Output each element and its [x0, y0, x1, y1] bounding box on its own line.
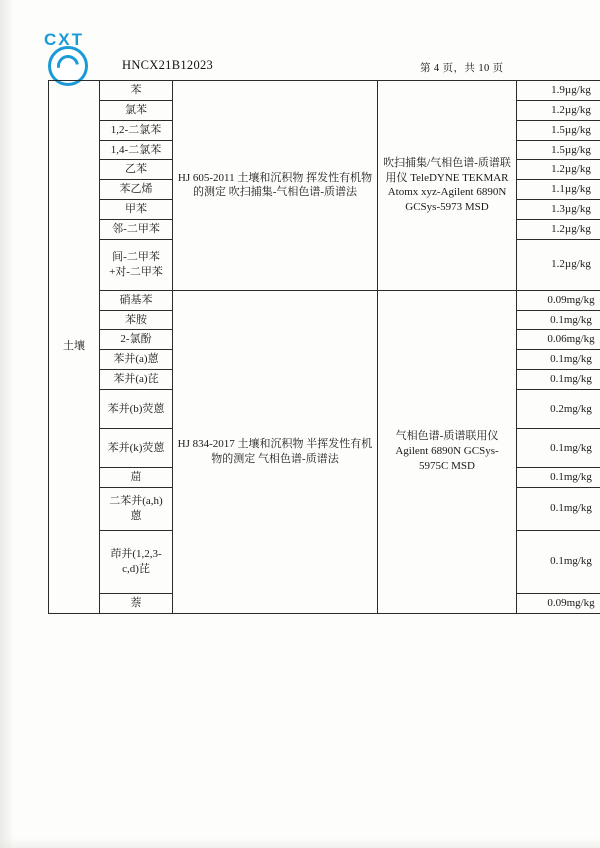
- logo-text: CXT: [44, 30, 84, 49]
- cell-detection-limit: 0.1mg/kg: [517, 487, 600, 530]
- cell-detection-limit: 0.06mg/kg: [517, 330, 600, 350]
- cell-detection-limit: 1.2µg/kg: [517, 160, 600, 180]
- table-row: [49, 290, 600, 310]
- cell-item: 二苯并(a,h)蒽: [100, 487, 173, 530]
- cell-detection-limit: 1.2µg/kg: [517, 239, 600, 290]
- cell-item: 苯并(b)荧蒽: [100, 389, 173, 428]
- cell-instrument: 气相色谱-质谱联用仪 Agilent 6890N GCSys-5975C MSD: [378, 290, 517, 613]
- cell-detection-limit: 0.1mg/kg: [517, 428, 600, 467]
- cell-sample-type: 土壤: [49, 81, 100, 614]
- cell-item: 苯胺: [100, 310, 173, 330]
- report-number: HNCX21B12023: [122, 58, 214, 72]
- cell-item: 乙苯: [100, 160, 173, 180]
- cell-detection-limit: 1.2µg/kg: [517, 100, 600, 120]
- cell-detection-limit: 1.9µg/kg: [517, 81, 600, 101]
- cell-method: HJ 605-2011 土壤和沉积物 挥发性有机物的测定 吹扫捕集-气相色谱-质谱法: [173, 81, 378, 291]
- cell-detection-limit: 1.5µg/kg: [517, 140, 600, 160]
- cell-item: 1,2-二氯苯: [100, 120, 173, 140]
- cell-method: HJ 834-2017 土壤和沉积物 半挥发性有机物的测定 气相色谱-质谱法: [173, 290, 378, 613]
- cell-instrument: 吹扫捕集/气相色谱-质谱联用仪 TeleDYNE TEKMAR Atomx xyz-Agilent 6890N GCSys-5973 MSD: [378, 81, 517, 291]
- cell-detection-limit: 0.1mg/kg: [517, 370, 600, 390]
- cell-detection-limit: 0.09mg/kg: [517, 593, 600, 613]
- cell-item: 氯苯: [100, 100, 173, 120]
- cell-item: 间-二甲苯+对-二甲苯: [100, 239, 173, 290]
- page-header: [0, 20, 600, 74]
- results-table-wrapper: [48, 80, 595, 614]
- cell-item: 邻-二甲苯: [100, 219, 173, 239]
- cell-detection-limit: 1.2µg/kg: [517, 219, 600, 239]
- cell-item: 甲苯: [100, 200, 173, 220]
- cell-detection-limit: 1.5µg/kg: [517, 120, 600, 140]
- cell-item: 苯并(k)荧蒽: [100, 428, 173, 467]
- cell-item: 苯乙烯: [100, 180, 173, 200]
- cell-item: 1,4-二氯苯: [100, 140, 173, 160]
- cell-detection-limit: 0.1mg/kg: [517, 530, 600, 593]
- cell-item: 苯: [100, 81, 173, 101]
- cell-item: 茚并(1,2,3-c,d)芘: [100, 530, 173, 593]
- cell-detection-limit: 0.2mg/kg: [517, 389, 600, 428]
- scan-edge-shadow-bottom: [0, 838, 600, 848]
- cell-detection-limit: 1.3µg/kg: [517, 200, 600, 220]
- cell-detection-limit: 1.1µg/kg: [517, 180, 600, 200]
- cell-item: 苯并(a)芘: [100, 370, 173, 390]
- cell-detection-limit: 0.1mg/kg: [517, 310, 600, 330]
- cell-item: 䓛: [100, 467, 173, 487]
- cell-detection-limit: 0.1mg/kg: [517, 467, 600, 487]
- cell-item: 2-氯酚: [100, 330, 173, 350]
- cell-detection-limit: 0.1mg/kg: [517, 350, 600, 370]
- results-table: [48, 80, 600, 614]
- cell-item: 硝基苯: [100, 290, 173, 310]
- scan-edge-shadow-left: [0, 0, 14, 848]
- cell-item: 萘: [100, 593, 173, 613]
- cell-detection-limit: 0.09mg/kg: [517, 290, 600, 310]
- cell-item: 苯并(a)蒽: [100, 350, 173, 370]
- results-table-body: [49, 81, 600, 614]
- table-row: [49, 81, 600, 101]
- page-number-label: 第 4 页，共 10 页: [420, 63, 504, 74]
